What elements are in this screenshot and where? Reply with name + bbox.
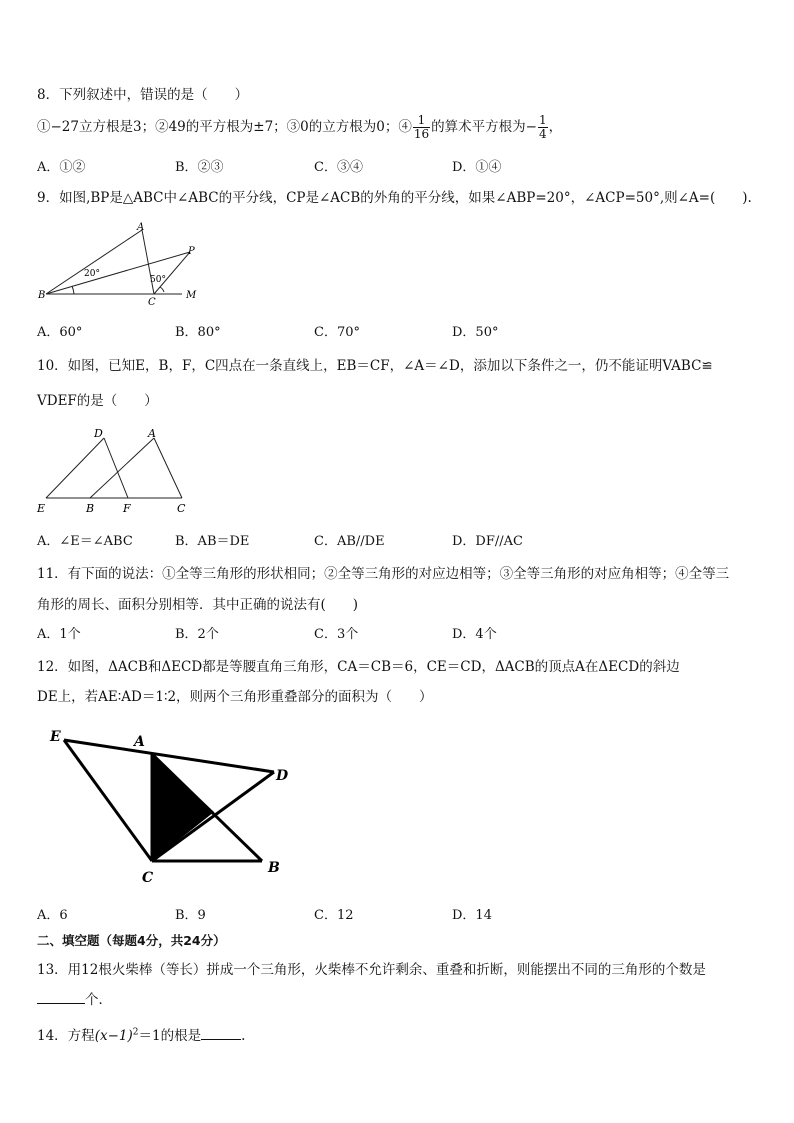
q12-option-a[interactable]: A．6 [37, 908, 68, 923]
q12-option-c[interactable]: C．12 [314, 908, 354, 923]
q10-option-a[interactable]: A．∠E＝∠ABC [37, 534, 133, 549]
label-a: A [148, 427, 156, 440]
q14-exponent: 2 [132, 1027, 139, 1038]
label-m: M [186, 290, 197, 301]
q10-stem-line2: VDEF的是（ ） [37, 393, 158, 409]
q9-option-a[interactable]: A．60° [37, 325, 83, 340]
q8-fraction-1-16 [413, 114, 430, 141]
q11-stem-line1: 11．有下面的说法：①全等三角形的形状相同；②全等三角形的对应边相等；③全等三角形的对应角相等；④全等三 [37, 566, 730, 582]
angle-label-20: 20° [84, 269, 100, 279]
q12-stem-line1: 12．如图，ΔACB和ΔECD都是等腰直角三角形，CA＝CB＝6，CE＝CD，ΔACB的顶点A在ΔECD的斜边 [37, 659, 680, 675]
label-b: B [86, 502, 95, 515]
q8-statements-part3: ， [548, 119, 563, 135]
q12-option-b[interactable]: B．9 [175, 908, 206, 923]
label-c: C [177, 502, 186, 515]
q11-option-a[interactable]: A．1个 [37, 627, 81, 642]
section-fill-in-heading: 二、填空题（每题4分，共24分） [37, 933, 226, 948]
label-b: B [38, 290, 46, 301]
label-c: C [148, 297, 156, 308]
q12-options [37, 904, 637, 923]
frac-denominator: 16 [413, 127, 430, 141]
q12-figure [40, 722, 300, 887]
q8-option-b[interactable]: B．②③ [175, 160, 224, 175]
label-e: E [37, 502, 46, 515]
q14-answer-blank[interactable] [201, 1027, 241, 1040]
q12-option-d[interactable]: D．14 [452, 908, 492, 923]
label-a: A [137, 222, 145, 233]
q10-option-d[interactable]: D．DF//AC [452, 534, 523, 549]
q13-answer-blank[interactable] [37, 991, 85, 1004]
q8-fraction-1-4 [538, 114, 548, 141]
q9-option-c[interactable]: C．70° [314, 325, 360, 340]
q8-option-d[interactable]: D．①④ [452, 160, 502, 175]
q14-equation-rest: ＝1的根是 [138, 1028, 202, 1044]
q14-stem [37, 1024, 245, 1044]
label-d: D [94, 427, 103, 440]
overlap-region [152, 754, 214, 861]
q14-suffix: . [241, 1028, 246, 1044]
q8-option-c[interactable]: C．③④ [314, 160, 363, 175]
q9-option-d[interactable]: D．50° [452, 325, 499, 340]
q10-option-c[interactable]: C．AB//DE [314, 534, 385, 549]
label-e: E [50, 729, 61, 745]
q13-suffix: 个． [85, 992, 112, 1008]
angle-label-50: 50° [150, 275, 166, 285]
q11-stem-line2: 角形的周长、面积分别相等．其中正确的说法有( ) [37, 597, 359, 613]
label-a: A [134, 734, 145, 750]
q10-figure [34, 422, 194, 518]
label-d: D [276, 768, 289, 784]
q11-option-d[interactable]: D．4个 [452, 627, 497, 642]
q9-stem: 9．如图,BP是△ABC中∠ABC的平分线，CP是∠ACB的外角的平分线，如果∠ABP=20°，∠ACP=50°,则∠A=( ). [37, 190, 752, 206]
q8-option-a[interactable]: A．①② [37, 160, 86, 175]
q11-option-c[interactable]: C．3个 [314, 627, 359, 642]
q8-statements [37, 112, 562, 142]
label-c: C [142, 870, 154, 886]
q9-figure [34, 218, 214, 310]
q10-option-b[interactable]: B．AB＝DE [175, 534, 250, 549]
q8-statements-part1: ①−27立方根是3；②49的平方根为±7；③0的立方根为0；④ [37, 119, 412, 135]
label-b: B [268, 860, 280, 876]
q12-stem-line2: DE上，若AE∶AD＝1∶2，则两个三角形重叠部分的面积为（ ） [37, 689, 433, 705]
label-f: F [123, 502, 131, 515]
q14-equation: (x−1) [94, 1028, 133, 1044]
q8-stem: 8．下列叙述中，错误的是（ ） [37, 87, 249, 103]
q10-stem-line1: 10．如图，已知E，B，F，C四点在一条直线上，EB＝CF，∠A＝∠D，添加以下条件之一，仍不能证明VABC≌ [37, 358, 713, 374]
q9-options [37, 321, 637, 340]
q8-statements-part2: 的算术平方根为− [431, 119, 537, 135]
q14-prefix: 14．方程 [37, 1028, 95, 1044]
q13-stem-line1: 13．用12根火柴棒（等长）拼成一个三角形，火柴棒不允许剩余、重叠和折断，则能摆出不同的三角形的个数是 [37, 962, 706, 978]
label-p: P [188, 246, 195, 257]
q10-options [37, 530, 637, 549]
frac-numerator: 1 [538, 113, 547, 127]
q11-options [37, 623, 637, 642]
q11-option-b[interactable]: B．2个 [175, 627, 219, 642]
frac-numerator: 1 [413, 114, 430, 128]
frac-denominator: 4 [538, 127, 547, 141]
q13-stem-line2 [37, 988, 112, 1008]
q9-option-b[interactable]: B．80° [175, 325, 221, 340]
q8-options [37, 156, 637, 175]
